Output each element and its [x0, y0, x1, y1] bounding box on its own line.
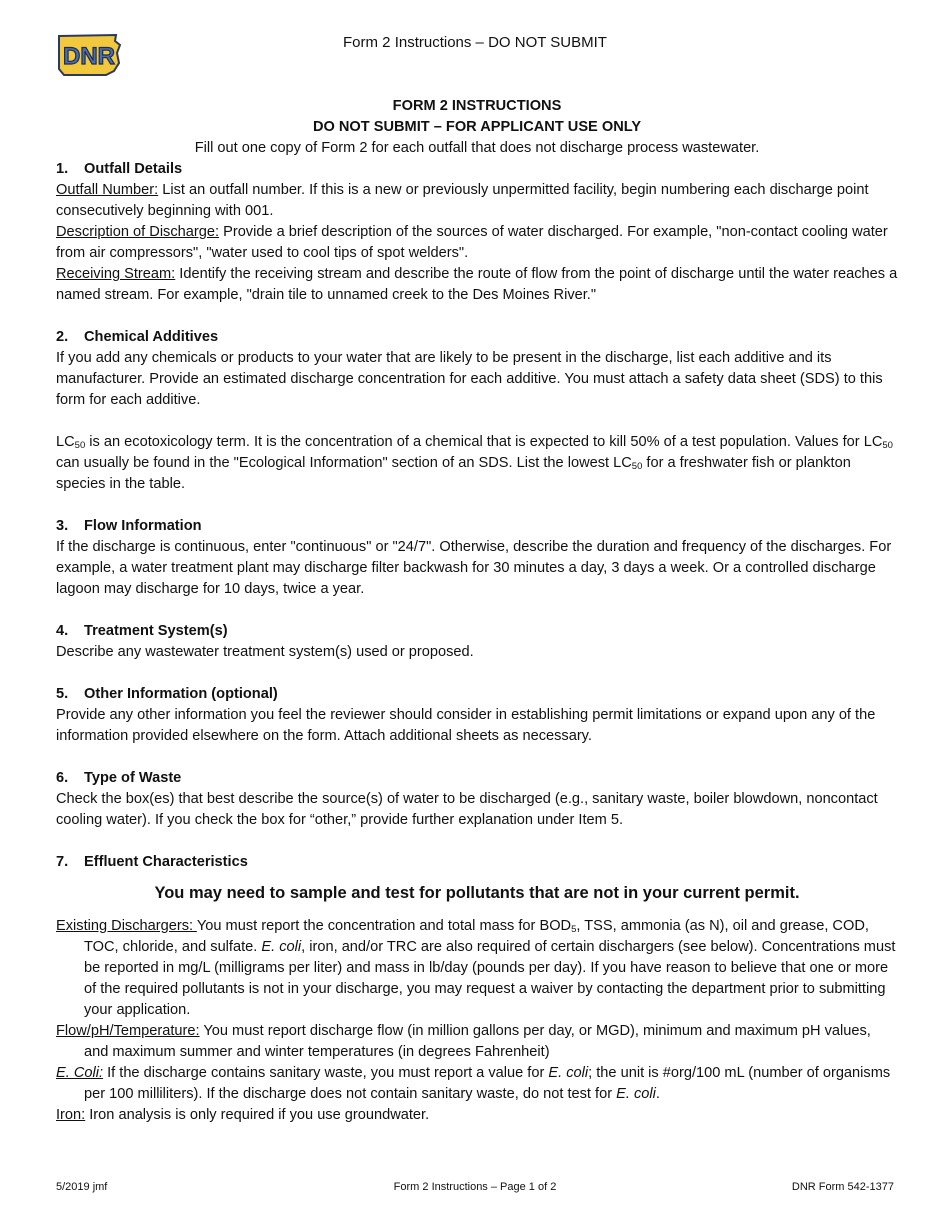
existing-dischargers-paragraph: Existing Dischargers: You must report the concentration and total mass for $BOD_5$, TSS, ammonia (as N), oil and grease, COD, TOC, chloride, and sulfate. E. coli, iron, and/or TRC are also required of certain dischargers (see below). Concentrations must be reported in mg/L (milligrams per liter) and mass in lb/day (pounds per day). If you have reason to believe that one or more of the required pollutants is not in your discharge, you may request a waiver by contacting the department prior to submitting your application. — [56, 918, 896, 1018]
section-5-heading: 5. Other Information (optional) — [56, 686, 278, 702]
flow-information-paragraph: If the discharge is continuous, enter "continuous" or "24/7". Otherwise, describe the duration and frequency of the discharges. For example, a water treatment plant may discharge filter backwash for 30 minutes a day, 3 days a week. Or a controlled discharge lagoon may discharge for 10 days, twice a year. — [56, 539, 892, 597]
iron-paragraph: Iron: Iron analysis is only required if you use groundwater. — [56, 1107, 430, 1123]
treatment-system-paragraph: Describe any wastewater treatment system(s) used or proposed. — [56, 644, 474, 660]
chemical-additives-paragraph: If you add any chemicals or products to your water that are likely to be present in the discharge, list each additive and its manufacturer. Provide an estimated discharge concentration for each additive. You must attach a safety data sheet (SDS) to this form for each additive. — [56, 350, 883, 408]
header-title: Form 2 Instructions – DO NOT SUBMIT — [343, 34, 607, 51]
description-paragraph: Description of Discharge: Provide a brief description of the sources of water discharged. For example, "non-contact cooling water from air compressors", "water used to cool tips of spot welders". — [56, 224, 888, 261]
form-subheading: DO NOT SUBMIT – FOR APPLICANT USE ONLY — [312, 119, 642, 135]
footer-form-number: DNR Form 542-1377 — [791, 1181, 894, 1193]
document-body — [56, 96, 898, 1126]
footer-date: 5/2019 jmf — [56, 1181, 108, 1193]
section-3-heading: 3. Flow Information — [56, 518, 202, 534]
form-heading: FORM 2 INSTRUCTIONS — [392, 98, 562, 114]
type-of-waste-paragraph: Check the box(es) that best describe the source(s) of water to be discharged (e.g., sanitary waste, boiler blowdown, noncontact cooling water). If you check the box for “other,” provide further explanation under Item 5. — [56, 791, 878, 828]
footer-page-number: Form 2 Instructions – Page 1 of 2 — [393, 1181, 557, 1193]
section-1-heading: 1. Outfall Details — [56, 161, 183, 177]
ecoli-paragraph: E. Coli: If the discharge contains sanitary waste, you must report a value for E. coli; the unit is #org/100 mL (number of organisms per 100 milliliters). If the discharge does not contain sanitary waste, do not test for E. coli. — [56, 1065, 891, 1102]
other-information-paragraph: Provide any other information you feel the reviewer should consider in establishing permit limitations or expand upon any of the information provided elsewhere on the form. Attach additional sheets as necessary. — [56, 707, 876, 744]
section-6-heading: 6. Type of Waste — [56, 770, 182, 786]
section-2-heading: 2. Chemical Additives — [56, 329, 219, 345]
section-4-heading: 4. Treatment System(s) — [56, 623, 228, 639]
outfall-number-paragraph: Outfall Number: List an outfall number. If this is a new or previously unpermitted facility, begin numbering each discharge point consecutively beginning with 001. — [56, 182, 869, 219]
sampling-notice: You may need to sample and test for pollutants that are not in your current permit. — [154, 884, 800, 902]
flow-ph-temperature-paragraph: Flow/pH/Temperature: You must report discharge flow (in million gallons per day, or MGD), minimum and maximum pH values, and maximum summer and winter temperatures (in degrees Fahrenheit) — [56, 1023, 871, 1060]
receiving-stream-paragraph: Receiving Stream: Identify the receiving stream and describe the route of flow from the point of discharge until the water reaches a named stream. For example, "drain tile to unnamed creek to the Des Moines River." — [56, 266, 898, 303]
intro-text: Fill out one copy of Form 2 for each outfall that does not discharge process wastewater. — [194, 140, 760, 156]
svg-text:DNR: DNR — [63, 43, 115, 70]
lc50-paragraph: $LC_{50}$ is an ecotoxicology term. It is the concentration of a chemical that is expected to kill 50% of a test population. Values for $LC_{50}$ can usually be found in the "Ecological Information" section of an SDS. List the lowest $LC_{50}$ for a freshwater fish or plankton species in the table. — [56, 434, 893, 492]
section-7-heading: 7. Effluent Characteristics — [56, 854, 248, 870]
